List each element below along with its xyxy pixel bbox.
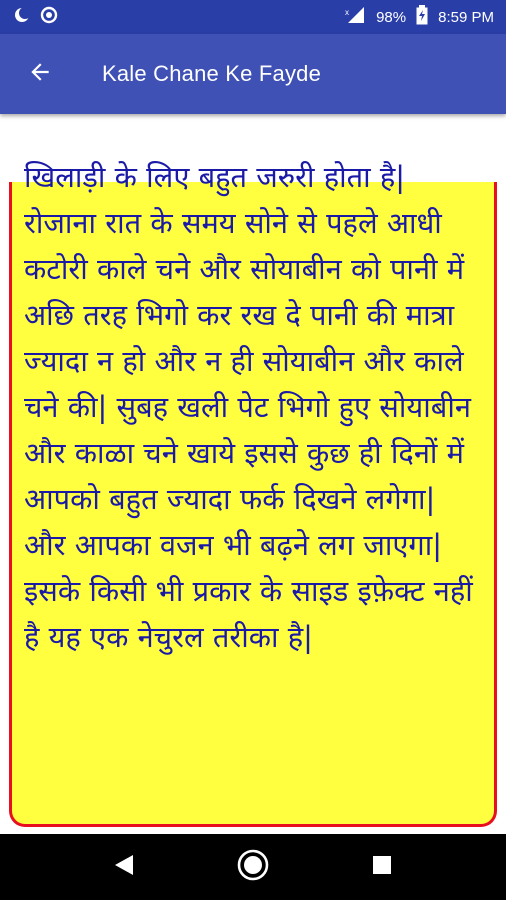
- status-right: [344, 5, 494, 29]
- nav-back-button[interactable]: [99, 842, 149, 892]
- back-triangle-icon: [113, 853, 135, 881]
- svg-text:x: x: [345, 8, 350, 17]
- arrow-back-icon: [27, 59, 53, 89]
- navigation-bar: [0, 834, 506, 900]
- content-scroll-area[interactable]: [0, 114, 506, 834]
- home-circle-icon: [236, 848, 270, 886]
- nav-recents-button[interactable]: [357, 842, 407, 892]
- nav-home-button[interactable]: [228, 842, 278, 892]
- recents-square-icon: [372, 855, 392, 879]
- back-button[interactable]: [12, 46, 68, 102]
- clock: 8:59 PM: [438, 8, 494, 26]
- circle-icon: [40, 6, 58, 29]
- moon-icon: [14, 7, 30, 28]
- status-left: [14, 6, 58, 29]
- status-bar: [0, 0, 506, 34]
- text-card: [9, 160, 497, 827]
- battery-level: 98%: [376, 8, 407, 26]
- article-text: खिलाड़ी के लिए बहुत जरुरी होता है| रोजाना रात के समय सोने से पहले आधी कटोरी काले चने और सोयाबीन को पानी में अछि तरह भिगो कर रख दे पानी की मात्रा ज्यादा न हो और न ही सोयाबीन और काले चने की| सुबह खली पेट भिगो हुए सोयाबीन और काळा चने खाये इससे कुछ ही दिनों में आपको बहुत ज्यादा फर्क दिखने लगेगा| और आपका वजन भी बढ़ने लग जाएगा| इसके किसी भी प्रकार के साइड इफ़ेक्ट नहीं है यह एक नेचुरल तरीका है|: [24, 160, 473, 654]
- page-title: Kale Chane Ke Fayde: [102, 61, 322, 86]
- app-bar: [0, 34, 506, 114]
- battery-charging-icon: [416, 5, 428, 29]
- signal-icon: [344, 6, 366, 28]
